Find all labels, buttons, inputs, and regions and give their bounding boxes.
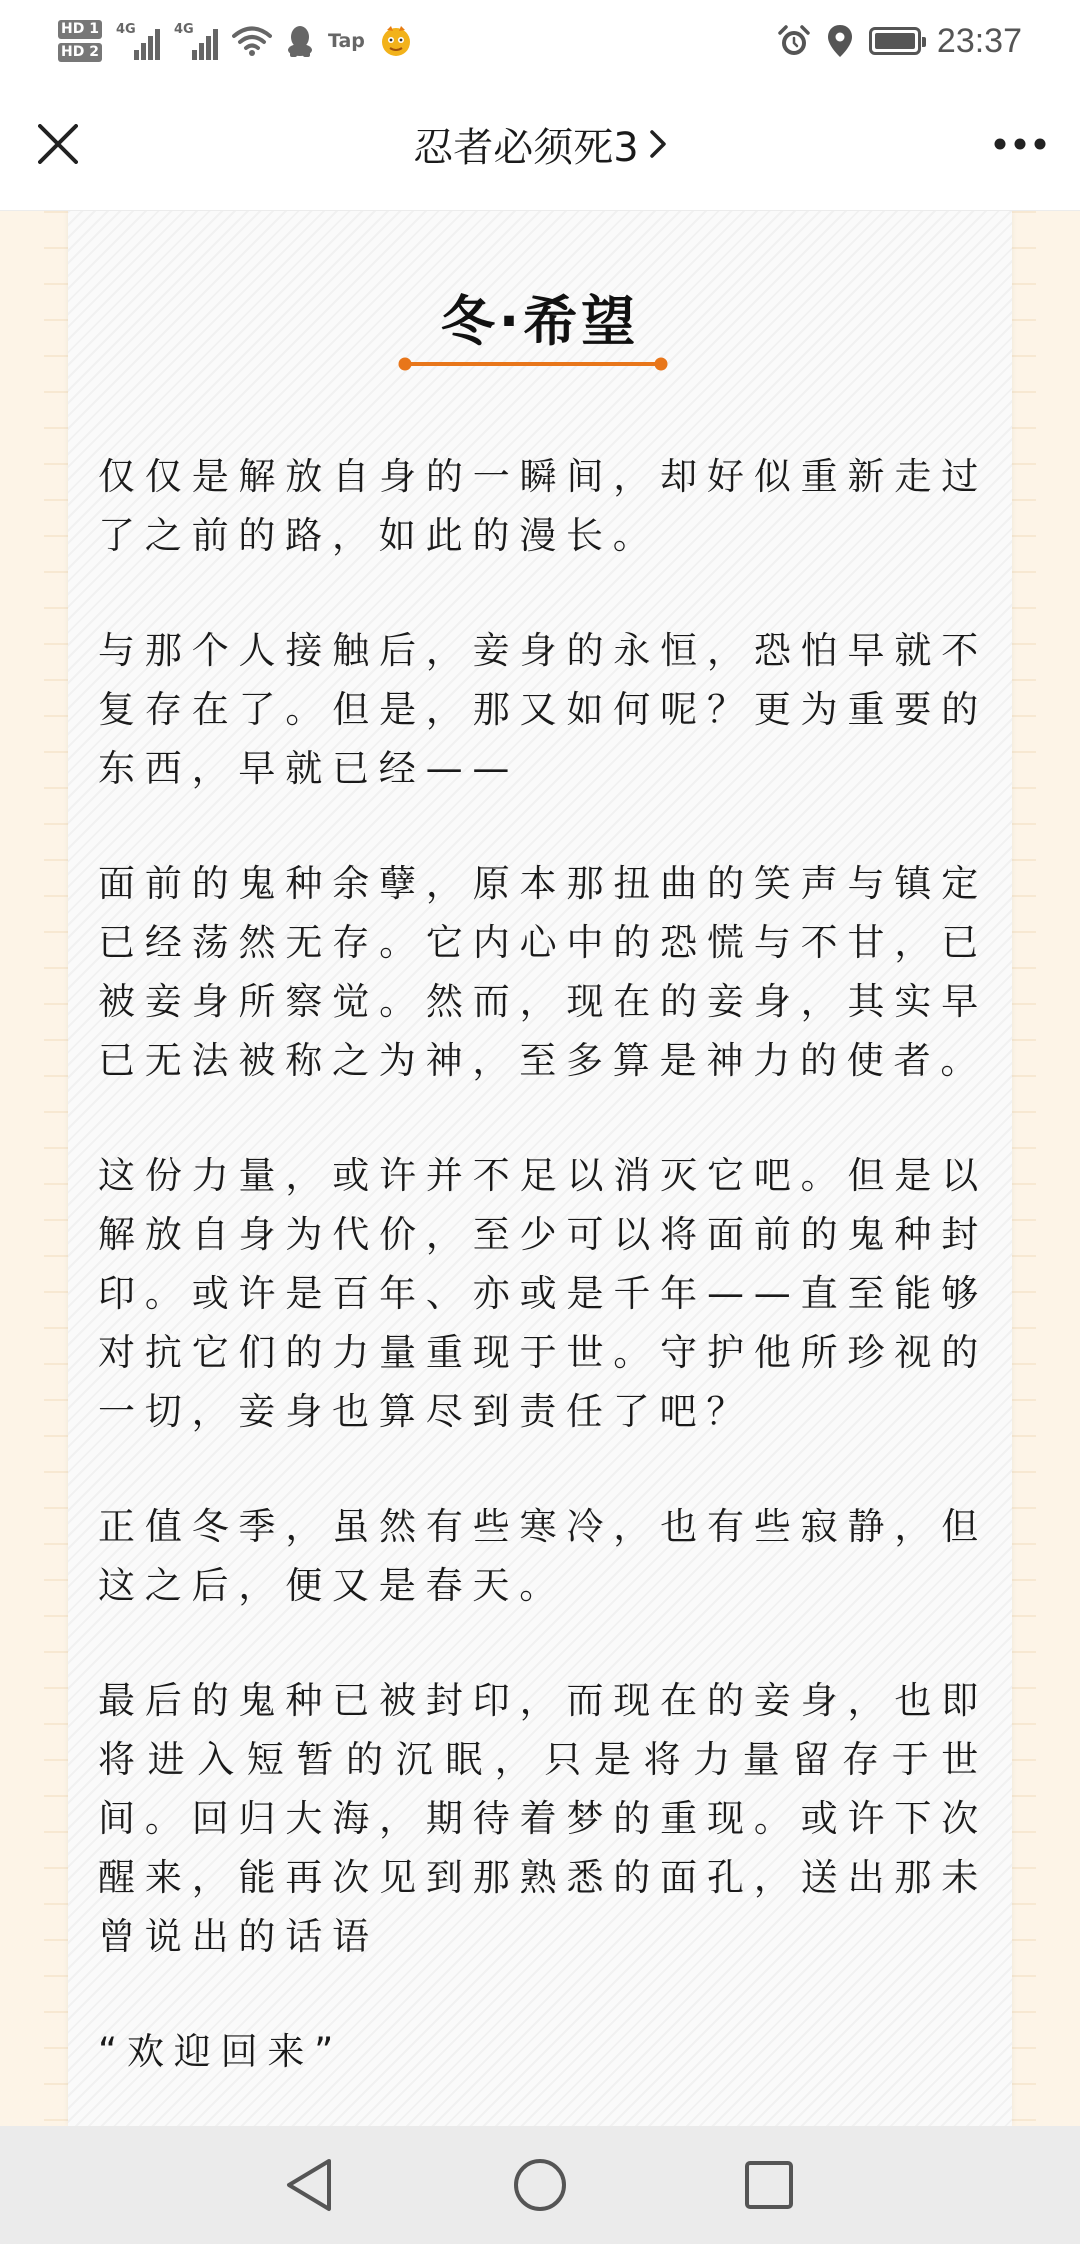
sim2-label: HD 2 bbox=[58, 43, 102, 62]
recents-button[interactable] bbox=[734, 2150, 804, 2220]
sim-indicators bbox=[58, 20, 102, 62]
tap-label: Tap bbox=[327, 30, 365, 52]
paragraph: 仅仅是解放自身的一瞬间，却好似重新走过了之前的路，如此的漫长。 bbox=[98, 455, 988, 557]
article-body bbox=[98, 447, 988, 2126]
right-border-stripe bbox=[1012, 211, 1036, 2126]
article-paper bbox=[68, 211, 1012, 2126]
nav-bar bbox=[0, 80, 1080, 211]
paragraph: 最后的鬼种已被封印，而现在的妾身，也即将进入短暂的沉眠，只是将力量留存于世间。回归大海，期待着梦的重现。或许下次醒来，能再次见到那熟悉的面孔，送出那未曾说出的话语 bbox=[98, 1679, 988, 1958]
paragraph: 面前的鬼种余孽，原本那扭曲的笑声与镇定已经荡然无存。它内心中的恐慌与不甘，已被妾身所察觉。然而，现在的妾身，其实早已无法被称之为神，至多算是神力的使者。 bbox=[98, 862, 988, 1082]
nav-title-link[interactable] bbox=[240, 114, 840, 174]
system-nav-bar bbox=[0, 2126, 1080, 2244]
chevron-right-icon bbox=[649, 129, 667, 159]
status-bar bbox=[0, 0, 1080, 80]
location-icon bbox=[827, 24, 853, 58]
recents-icon bbox=[744, 2160, 794, 2210]
sim1-label: HD 1 bbox=[58, 20, 102, 39]
article-heading: 冬·希望 bbox=[440, 290, 640, 353]
close-icon bbox=[38, 124, 78, 164]
article-view[interactable] bbox=[0, 211, 1080, 2126]
back-button[interactable] bbox=[274, 2150, 344, 2220]
alarm-icon bbox=[777, 24, 811, 58]
more-button[interactable] bbox=[988, 114, 1052, 174]
wifi-icon bbox=[232, 25, 272, 57]
signal-icon bbox=[116, 22, 160, 60]
close-button[interactable] bbox=[28, 114, 88, 174]
paragraph: 正值冬季，虽然有些寒冷，也有些寂静，但这之后，便又是春天。 bbox=[98, 1505, 988, 1607]
app-icon bbox=[379, 24, 413, 58]
status-bar-right bbox=[777, 10, 1022, 72]
paragraph: 与那个人接触后，妾身的永恒，恐怕早就不复存在了。但是，那又如何呢？更为重要的东西，早就已经—— bbox=[98, 629, 988, 790]
more-icon bbox=[994, 138, 1046, 150]
home-icon bbox=[513, 2158, 567, 2212]
back-icon bbox=[283, 2157, 335, 2213]
status-bar-left bbox=[58, 10, 413, 72]
sim2-badge bbox=[58, 43, 102, 62]
battery-icon bbox=[869, 27, 921, 55]
net1-label: 4G bbox=[115, 22, 136, 37]
net2-label: 4G bbox=[173, 22, 194, 37]
paragraph: 这份力量，或许并不足以消灭它吧。但是以解放自身为代价，至少可以将面前的鬼种封印。或许是百年、亦或是千年——直至能够对抗它们的力量重现于世。守护他所珍视的一切，妾身也算尽到责任了吧？ bbox=[98, 1154, 988, 1433]
signal-icon-2 bbox=[174, 22, 218, 60]
status-time: 23:37 bbox=[936, 21, 1022, 60]
paragraph: “欢迎回来” bbox=[98, 2030, 344, 2073]
page-title: 忍者必须死3 bbox=[413, 124, 639, 171]
sim1-badge bbox=[58, 20, 102, 39]
qq-icon bbox=[286, 24, 314, 58]
heading-underline bbox=[398, 357, 668, 371]
home-button[interactable] bbox=[505, 2150, 575, 2220]
left-border-stripe bbox=[44, 211, 68, 2126]
